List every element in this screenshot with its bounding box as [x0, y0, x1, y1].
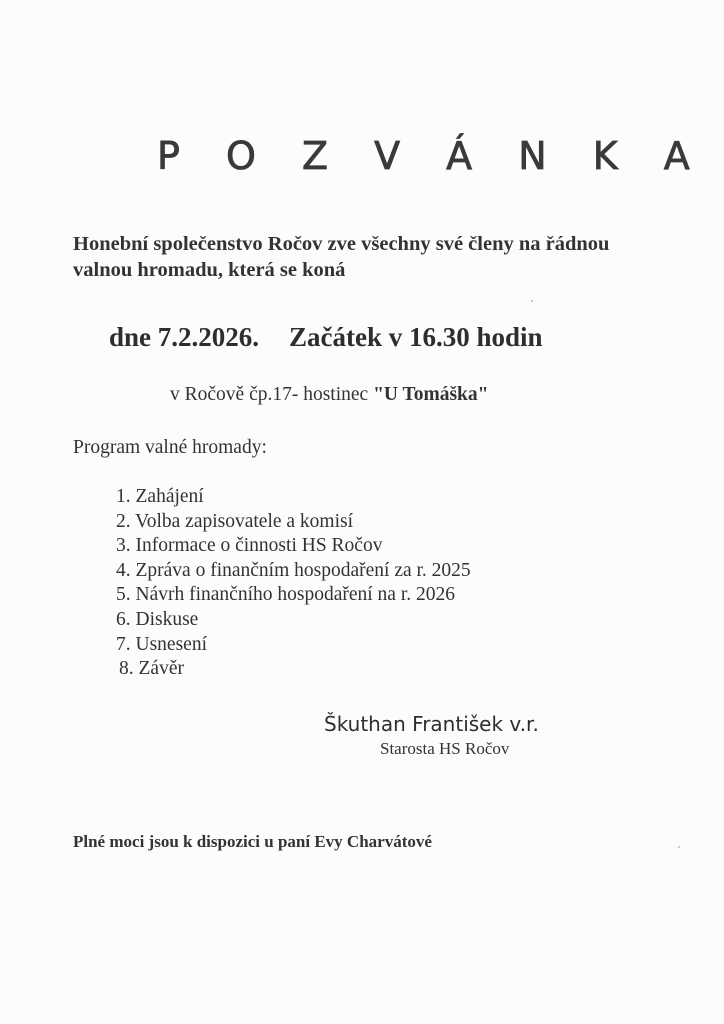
proxy-note: Plné moci jsou k dispozici u paní Evy Charvátové: [73, 832, 432, 851]
agenda-item: 7. Usnesení: [116, 633, 207, 655]
meeting-date: dne 7.2.2026.: [109, 322, 260, 352]
intro-text: Honební společenstvo Ročov zve všechny své členy na řádnou valnou hromadu, která se koná: [73, 233, 610, 281]
agenda-item: 6. Diskuse: [116, 608, 199, 630]
scan-speck: [531, 300, 533, 302]
agenda-item: 2. Volba zapisovatele a komisí: [116, 510, 354, 532]
signature-name: Škuthan František v.r.: [324, 712, 539, 736]
program-heading: Program valné hromady:: [73, 437, 267, 458]
meeting-date-line: [109, 322, 543, 353]
venue-name: "U Tomáška": [373, 384, 489, 405]
agenda-item: 4. Zpráva o finančním hospodaření za r. 2025: [116, 559, 471, 581]
agenda-item: 3. Informace o činnosti HS Ročov: [116, 535, 383, 557]
document-title: P O Z V Á N K A: [157, 134, 707, 178]
agenda-item: 1. Zahájení: [116, 486, 204, 507]
meeting-start-time: Začátek v 16.30 hodin: [289, 322, 543, 352]
agenda-item: 5. Návrh finančního hospodaření na r. 2026: [116, 584, 456, 606]
agenda-item: 8. Závěr: [119, 658, 184, 680]
scan-speck: [678, 846, 680, 848]
agenda-list: [116, 485, 471, 682]
signature-role: Starosta HS Ročov: [380, 739, 510, 758]
venue-line: [170, 384, 488, 406]
venue-address: v Ročově čp.17- hostinec: [170, 384, 374, 405]
